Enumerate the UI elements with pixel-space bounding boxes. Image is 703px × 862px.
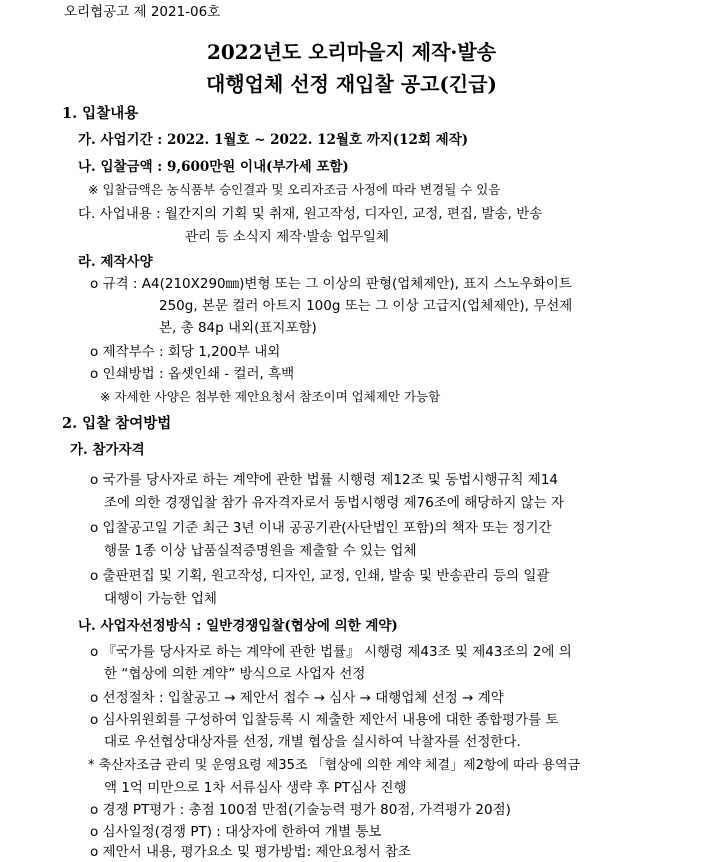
title-line-2: 대행업체 선정 재입찰 공고(긴급)	[206, 72, 497, 96]
section-1-heading: 1. 입찰내용	[62, 105, 139, 122]
qualification-3-line-2: 대행이 가능한 업체	[104, 591, 217, 607]
qualification-2-line-1: o 입찰공고일 기준 최근 3년 이내 공공기관(사단법인 포함)의 책자 또는 정기간	[90, 520, 552, 536]
bid-amount: 나. 입찰금액 : 9,600만원 이내(부가세 포함)	[78, 159, 349, 175]
method-proposal-reference: o 제안서 내용, 평가요소 및 평가방법: 제안요청서 참조	[90, 844, 411, 860]
qualification-1-line-1: o 국가를 당사자로 하는 계약에 관한 법률 시행령 제12조 및 동법시행규칙 제14	[90, 472, 559, 488]
spec-size-line-3: 본, 총 84p 내외(표지포함)	[159, 320, 317, 336]
spec-note: ※ 자세한 사양은 첨부한 제안요청서 참조이며 업체제안 가능함	[100, 389, 441, 404]
qualification-3-line-1: o 출판편집 및 기획, 원고작성, 디자인, 교정, 인쇄, 발송 및 반송관리 등의 일괄	[90, 568, 550, 584]
qualification-2-line-2: 행물 1종 이상 납품실적증명원을 제출할 수 있는 업체	[104, 543, 417, 559]
business-content-line-1: 다. 사업내용 : 월간지의 기획 및 취재, 원고작성, 디자인, 교정, 편집, 발송, 반송	[78, 206, 543, 222]
production-spec-heading: 라. 제작사양	[78, 254, 153, 270]
qualification-heading: 가. 참가자격	[70, 442, 145, 458]
selection-method-heading: 나. 사업자선정방식 : 일반경쟁입찰(협상에 의한 계약)	[78, 618, 398, 634]
method-1-line-1: o 『국가를 당사자로 하는 계약에 관한 법률』 시행령 제43조 및 제43조의 2에 의	[90, 644, 572, 660]
business-period: 가. 사업기간 : 2022. 1월호 ~ 2022. 12월호 까지(12회 제작)	[78, 132, 469, 148]
doc-number: 오리협공고 제 2021-06호	[64, 4, 221, 20]
spec-print-method: o 인쇄방법 : 옵셋인쇄 - 컬러, 흑백	[90, 366, 295, 382]
method-schedule: o 심사일정(경쟁 PT) : 대상자에 한하여 개별 통보	[90, 824, 382, 840]
section-2-heading: 2. 입찰 참여방법	[62, 415, 172, 432]
title-line-1: 2022년도 오리마을지 제작·발송	[206, 40, 497, 64]
method-selection-procedure: o 선정절차 : 입찰공고 → 제안서 접수 → 심사 → 대행업체 선정 → 계약	[90, 690, 504, 706]
business-content-line-2: 관리 등 소식지 제작·발송 업무일체	[185, 229, 390, 245]
bid-amount-note: ※ 입찰금액은 농식품부 승인결과 및 오리자조금 사정에 따라 변경될 수 있음	[88, 182, 501, 197]
spec-size-line-1: o 규격 : A4(210X290㎜)변형 또는 그 이상의 판형(업체제안), 표지 스노우화이트	[90, 276, 572, 292]
method-3-line-2: 대로 우선협상대상자를 선정, 개별 협상을 실시하여 낙찰자를 선정한다.	[104, 734, 521, 750]
method-4-line-2: 액 1억 미만으로 1차 서류심사 생략 후 PT심사 진행	[104, 780, 407, 796]
method-1-line-2: 한 “협상에 의한 계약” 방식으로 사업자 선정	[104, 666, 366, 682]
spec-size-line-2: 250g, 본문 컬러 아트지 100g 또는 그 이상 고급지(업체제안), 무선제	[159, 298, 573, 314]
method-3-line-1: o 심사위원회를 구성하여 입찰등록 시 제출한 제안서 내용에 대한 종합평가를 토	[90, 712, 559, 728]
method-4-line-1: * 축산자조금 관리 및 운영요령 제35조 「협상에 의한 계약 체결」제2항에 따라 용역금	[88, 758, 581, 773]
spec-copies: o 제작부수 : 회당 1,200부 내외	[90, 344, 281, 360]
qualification-1-line-2: 조에 의한 경쟁입찰 참가 유자격자로서 동법시행령 제76조에 해당하지 않는 자	[104, 495, 565, 511]
method-pt-evaluation: o 경쟁 PT평가 : 총점 100점 만점(기술능력 평가 80점, 가격평가 20점)	[90, 802, 511, 818]
